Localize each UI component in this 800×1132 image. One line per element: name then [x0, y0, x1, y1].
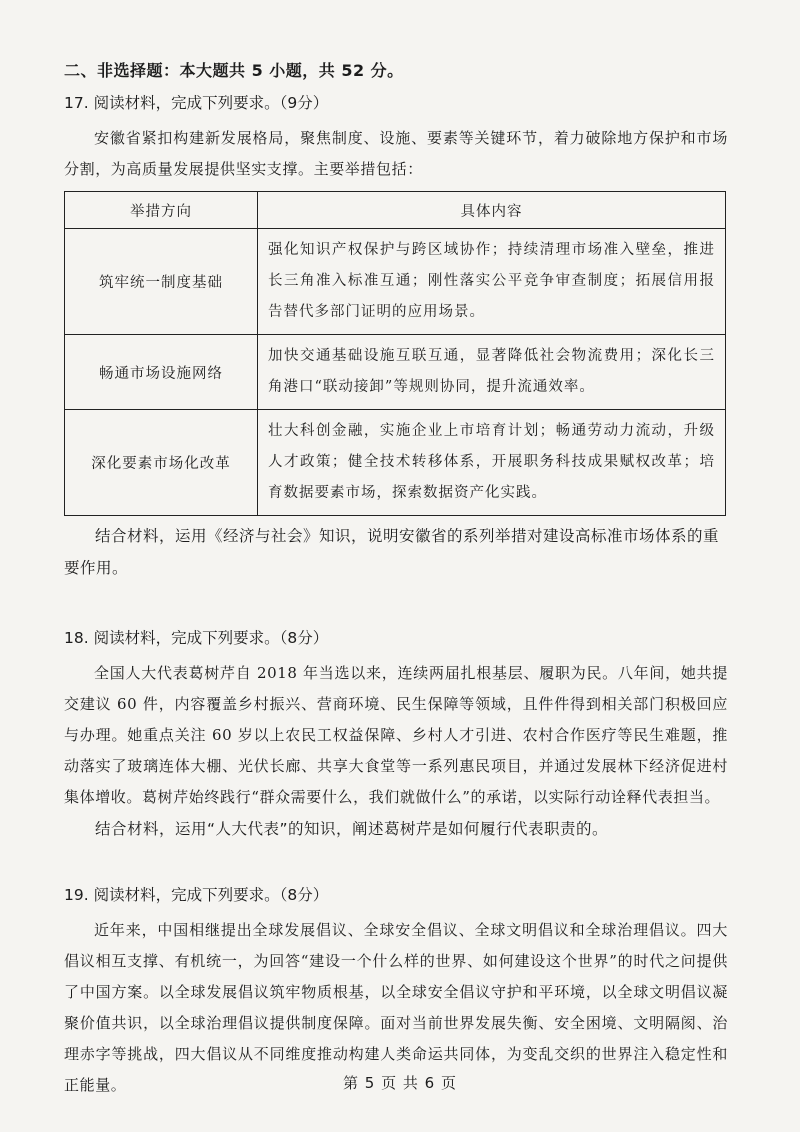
q18-heading: 18. 阅读材料，完成下列要求。（8分） [64, 629, 329, 647]
table-cell-direction: 深化要素市场化改革 [65, 410, 258, 516]
q19-heading: 19. 阅读材料，完成下列要求。（8分） [64, 886, 329, 904]
q19-material: 近年来，中国相继提出全球发展倡议、全球安全倡议、全球文明倡议和全球治理倡议。四大倡议相互支撑、有机统一，为回答“建设一个什么样的世界、如何建设这个世界”的时代之问提供了中国方案。以全球发展倡议筑牢物质根基，以全球安全倡议守护和平环境，以全球文明倡议凝聚价值共识，以全球治理倡议提供制度保障。面对当前世界发展失衡、安全困境、文明隔阂、治理赤字等挑战，四大倡议从不同维度推动构建人类命运共同体，为变乱交织的世界注入稳定性和正能量。 [64, 921, 728, 1094]
measures-table [64, 191, 726, 516]
q18-material: 全国人大代表葛树芹自 2018 年当选以来，连续两届扎根基层、履职为民。八年间，她共提交建议 60 件，内容覆盖乡村振兴、营商环境、民生保障等领域，且件件得到相关部门积极回应与办理。她重点关注 60 岁以上农民工权益保障、乡村人才引进、农村合作医疗等民生难题，推动落实了玻璃连体大棚、光伏长廊、共享大食堂等一系列惠民项目，并通过发展林下经济促进村集体增收。葛树芹始终践行“群众需要什么，我们就做什么”的承诺，以实际行动诠释代表担当。 [64, 664, 728, 806]
table-cell-content: 加快交通基础设施互联互通，显著降低社会物流费用；深化长三角港口“联动接卸”等规则协同，提升流通效率。 [258, 335, 726, 410]
question-17 [64, 91, 728, 584]
page-number: 第 5 页 共 6 页 [343, 1074, 457, 1092]
question-18 [64, 626, 728, 845]
table-cell-direction: 筑牢统一制度基础 [65, 229, 258, 335]
table-header-content: 具体内容 [258, 192, 726, 229]
table-row [65, 335, 726, 410]
table-cell-direction: 畅通市场设施网络 [65, 335, 258, 410]
q17-intro: 安徽省紧扣构建新发展格局，聚焦制度、设施、要素等关键环节，着力破除地方保护和市场分割，为高质量发展提供坚实支撑。主要举措包括： [64, 129, 728, 178]
table-header-direction: 举措方向 [65, 192, 258, 229]
table-cell-content: 壮大科创金融，实施企业上市培育计划；畅通劳动力流动，升级人才政策；健全技术转移体系，开展职务科技成果赋权改革；培育数据要素市场，探索数据资产化实践。 [258, 410, 726, 516]
q18-question: 结合材料，运用“人大代表”的知识，阐述葛树芹是如何履行代表职责的。 [95, 820, 609, 838]
table-row [65, 229, 726, 335]
question-19 [64, 883, 728, 1101]
table-cell-content: 强化知识产权保护与跨区域协作；持续清理市场准入壁垒，推进长三角准入标准互通；刚性落实公平竞争审查制度；拓展信用报告替代多部门证明的应用场景。 [258, 229, 726, 335]
q17-question: 结合材料，运用《经济与社会》知识，说明安徽省的系列举措对建设高标准市场体系的重要作用。 [64, 527, 720, 577]
section-title: 二、非选择题：本大题共 5 小题，共 52 分。 [64, 61, 404, 80]
q17-heading: 17. 阅读材料，完成下列要求。（9分） [64, 94, 329, 112]
table-row [65, 410, 726, 516]
table-header-row [65, 192, 726, 229]
